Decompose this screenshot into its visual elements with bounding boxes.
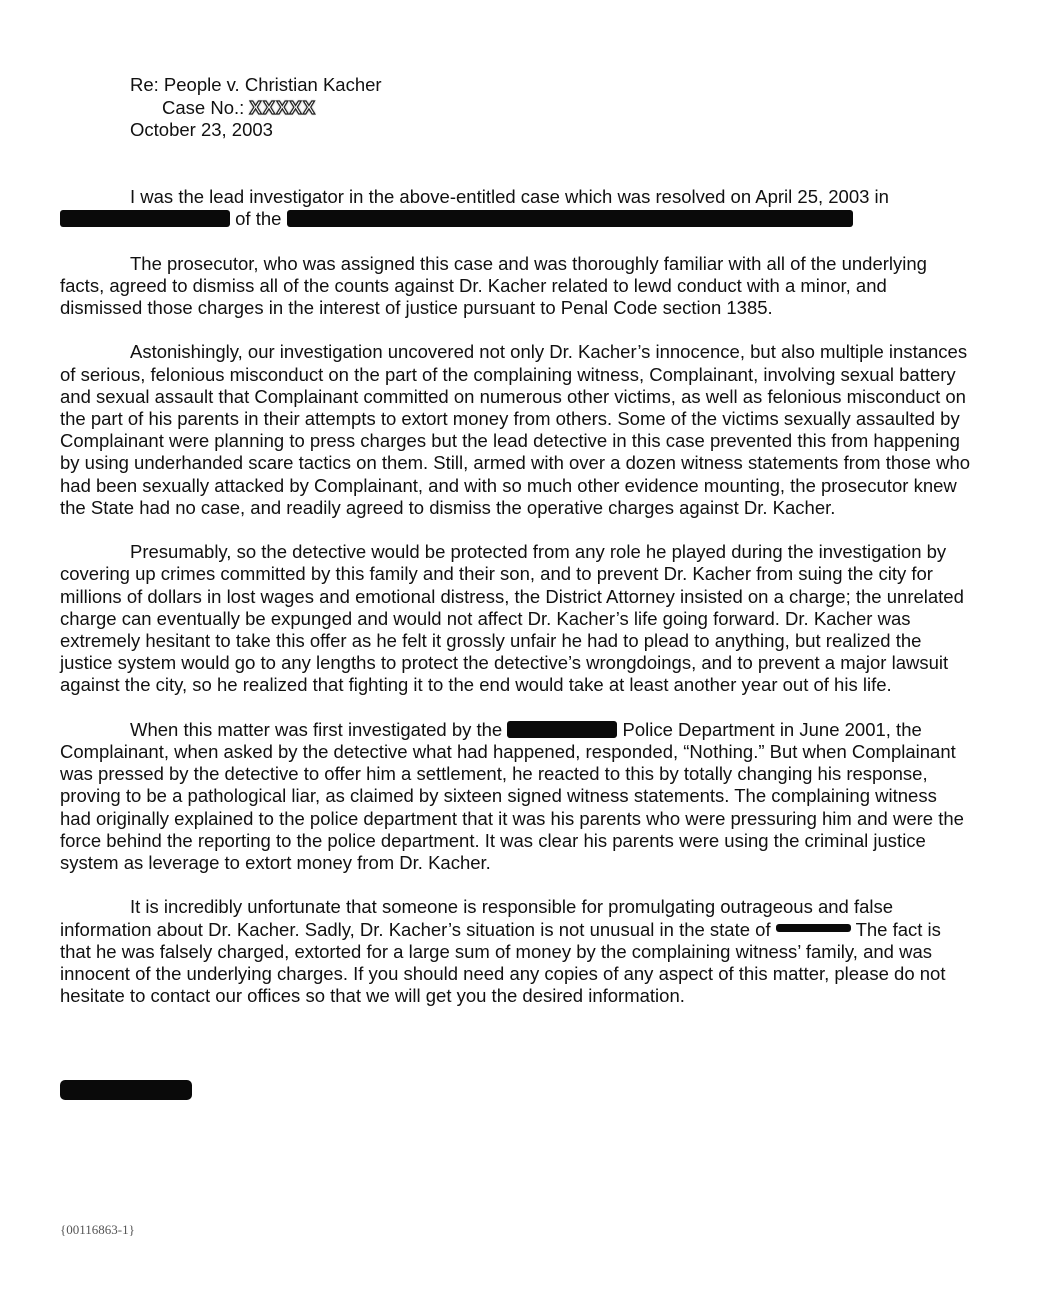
paragraph-5-text-b: Police Department in June 2001, the Complainant, when asked by the detective what had happened, responded, “Nothing.” But when Complainant was pressed by the detective to offer him a settlement, he reacted to this by totally changing his response, proving to be a pathological liar, as claimed by sixteen signed witness statements. The complaining witness had originally explained to the police department that it was his parents who were pressuring him and were the force behind the reporting to the police department. It was clear his parents were using the criminal justice system as leverage to extort money from Dr. Kacher. xyxy=(60,718,964,874)
document-id: {00116863-1} xyxy=(60,1222,135,1237)
redaction-city xyxy=(507,721,617,738)
redaction-state xyxy=(776,924,851,932)
paragraph-1-text-b: of the xyxy=(235,208,282,230)
paragraph-6-text-a: It is incredibly unfortunate that someone is responsible for promulgating outrageous and false information about Dr. Kacher. Sadly, Dr. Kacher’s situation is not unusual in the state of xyxy=(60,896,894,940)
paragraph-6-text-b: The fact is that he was falsely charged, extorted for a large sum of money by the complaining witness’ family, and was innocent of the underlying charges. If you should need any copies of any aspect of this matter, please do not hesitate to contact our offices so that we will get you the desired information. xyxy=(60,918,946,1007)
re-line: Re: People v. Christian Kacher xyxy=(130,74,382,95)
paragraph-6 xyxy=(60,896,972,1007)
paragraph-1 xyxy=(60,186,972,230)
paragraph-1-text-a: I was the lead investigator in the above-entitled case which was resolved on April 25, 2003 in xyxy=(130,186,889,207)
letter-date: October 23, 2003 xyxy=(130,119,273,140)
letter-header xyxy=(130,74,382,142)
paragraph-5-text-a: When this matter was first investigated by the xyxy=(130,718,503,740)
redaction-signature xyxy=(60,1080,192,1100)
case-number-line xyxy=(130,97,382,120)
letter-body xyxy=(60,186,972,1030)
paragraph-4: Presumably, so the detective would be protected from any role he played during the investigation by covering up crimes committed by this family and their son, and to prevent Dr. Kacher from suing the city for millions of dollars in lost wages and emotional distress, the District Attorney insisted on a charge; the unrelated charge can eventually be expunged and would not affect Dr. Kacher’s life going forward. Dr. Kacher was extremely hesitant to take this offer as he felt it grossly unfair he had to plead to anything, but realized the justice system would go to any lengths to protect the detective’s wrongdoings, and to prevent a major lawsuit against the city, so he realized that fighting it to the end would take at least another year out of his life. xyxy=(60,541,964,696)
case-number-label: Case No.: xyxy=(162,96,245,118)
paragraph-3: Astonishingly, our investigation uncovered not only Dr. Kacher’s innocence, but also multiple instances of serious, felonious misconduct on the part of the complaining witness, Complainant, involving sexual battery and sexual assault that Complainant committed on numerous other victims, as well as felonious misconduct on the part of his parents in their attempts to extort money from others. Some of the victims sexually assaulted by Complainant were planning to press charges but the lead detective in this case prevented this from happening by using underhanded scare tactics on them. Still, armed with over a dozen witness statements from those who had been sexually attacked by Complainant, and with so much other evidence mounting, the prosecutor knew the State had no case, and readily agreed to dismiss the operative charges against Dr. Kacher. xyxy=(60,341,971,518)
case-number-value: XXXXX xyxy=(249,96,317,118)
paragraph-5 xyxy=(60,719,972,874)
paragraph-2: The prosecutor, who was assigned this case and was thoroughly familiar with all of the underlying facts, agreed to dismiss all of the counts against Dr. Kacher related to lewd conduct with a minor, and dismissed those charges in the interest of justice pursuant to Penal Code section 1385. xyxy=(60,252,927,318)
redaction-court xyxy=(60,210,230,227)
redaction-court-name xyxy=(287,210,853,227)
